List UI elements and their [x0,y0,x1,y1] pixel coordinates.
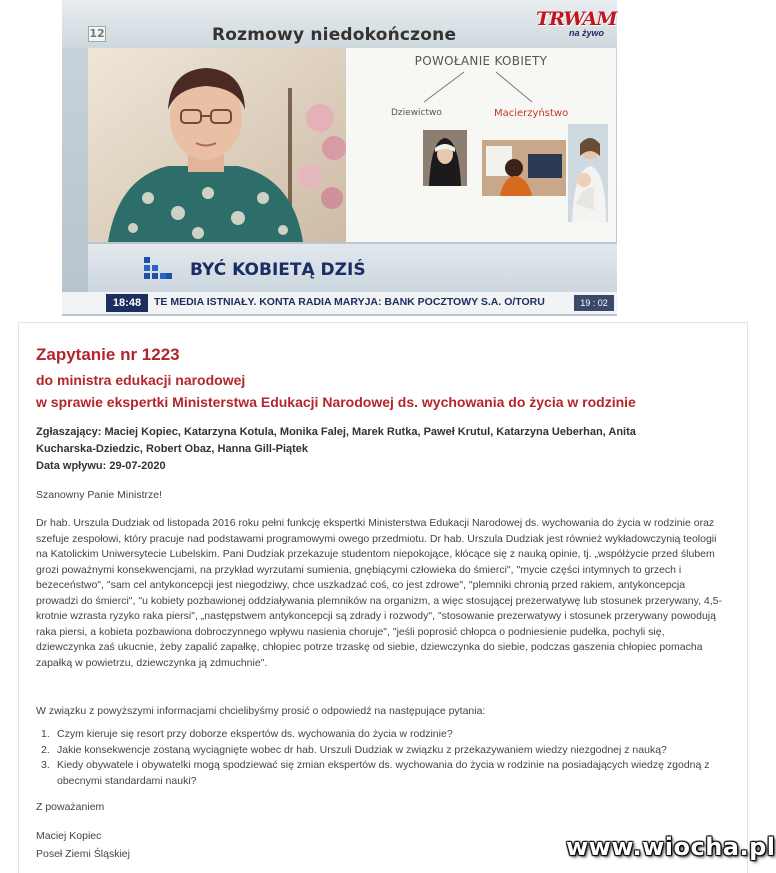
question-number: 1. [41,728,50,740]
closing: Z poważaniem [36,801,105,813]
watermark: www.wiocha.pl [566,833,776,861]
greeting: Szanowny Panie Ministrze! [36,489,163,501]
tv-screenshot [62,0,617,316]
show-title: Rozmowy niedokończone [212,25,457,45]
parliamentary-inquiry [18,322,748,873]
list-item [36,758,741,789]
nun-photo [423,130,467,186]
question-number: 2. [41,743,50,756]
signature-name: Maciej Kopiec [36,830,102,842]
logo-sub-text: na żywo [568,28,604,38]
news-ticker [62,292,617,314]
mother-baby-photo [568,124,608,222]
main-paragraph: Dr hab. Urszula Dudziak od listopada 2016 roku pełni funkcję ekspertki Ministerstwa Edukacji Narodowej ds. wychowania do życia w rodzinie oraz szefuje zespołowi, który pracuje nad podstawami programowymi owego przedmiotu. Dr hab. Urszula Dudziak jest również wykładowczynią teologii na Katolickim Uniwersytecie Lubelskim. Pani Dudziak przekazuje studentom niepokojące, kłócące się z nauką opinie, tj. „współżycie przed ślubem grozi poważnymi konsekwencjami, na przykład wyrzutami sumienia, gnębiącymi człowieka do śmierci", "mycie części intymnych to grzech i bezeceństwo", "sam cel antykoncepcji jest niegodziwy, chce uszkadzać coś, co jest zdrowe", "plemniki chronią przed rakiem, antykoncepcja prowadzi do śmierci", "u kobiety pozbawionej oddziaływania plemników na organizm, a więc stosującej prezerwatywę lub stosunek przerywany, 4,5-krotnie wzrasta ryzyko raka piersi", „następstwem antykoncepcji są zdrady i rozwody", "stosowanie prezerwatywy i stosunek przerywany powodują raka piersi, a kobieta pozbawiona dobroczynnego wpływu nasienia choruje", "jeśli poprosić chłopca o podniesienie pudełka, pochyli się, dziewczynka zaś ukucnie, żeby zapalić zapałkę, chłopiec potrze trzaskę od siebie, dziewczynka do siebie, podczas gaszenia chłopiec pomacha zapałką w powietrzu, dziewczynka ją zdmuchnie". [36,517,723,669]
inquiry-addressee: do ministra edukacji narodowej [36,372,246,388]
receipt-date: Data wpływu: 29-07-2020 [36,460,166,472]
questions-intro: W związku z powyższymi informacjami chcielibyśmy prosić o odpowiedź na następujące pytania: [36,705,486,717]
inquiry-subject: w sprawie ekspertki Ministerstwa Edukacji Narodowej ds. wychowania do życia w rodzinie [36,394,636,410]
presentation-slide [346,48,616,242]
inquiry-meta [36,424,696,475]
list-item [36,727,741,743]
banner-text: BYĆ KOBIETĄ DZIŚ [190,260,366,280]
logo-main-text: TRWAM [536,8,617,30]
channel-number: 12 [89,27,105,40]
question-number: 3. [41,759,50,771]
signature-role: Poseł Ziemi Śląskiej [36,848,130,860]
ticker-time: 18:48 [106,294,148,312]
slide-label-left: Dziewictwo [391,108,442,118]
slide-label-right: Macierzyństwo [494,108,569,119]
submitters-line-2: Kucharska-Dziedzic, Robert Obaz, Hanna Gill-Piątek [36,443,309,455]
banner-logo-icon [144,257,172,279]
ticker-text: TE MEDIA ISTNIAŁY. KONTA RADIA MARYJA: BANK POCZTOWY S.A. O/TORU [154,296,545,308]
inquiry-title: Zapytanie nr 1223 [36,345,180,364]
presenter-image [88,48,346,242]
child-computer-photo [482,140,566,196]
question-text: Jakie konsekwencje zostaną wyciągnięte wobec dr hab. Urszuli Dudziak w związku z przekazywaniem wiedzy niezgodnej z nauką? [57,743,667,756]
ticker-clock: 19 : 02 [574,295,614,311]
slide-title: POWOŁANIE KOBIETY [414,54,548,68]
lower-banner [88,244,617,292]
tv-top-bar [62,0,617,48]
question-text: Czym kieruje się resort przy doborze ekspertów ds. wychowania do życia w rodzinie? [57,728,453,740]
questions-list [36,727,741,789]
question-text: Kiedy obywatele i obywatelki mogą spodziewać się zmian ekspertów ds. wychowania do życia w rodzinie na posiadających wiedzę zgodną z obecnymi standardami nauki? [57,759,710,787]
video-feed [88,48,346,242]
channel-logo [536,8,617,44]
list-item [36,743,741,759]
submitters-line-1: Zgłaszający: Maciej Kopiec, Katarzyna Kotula, Monika Falej, Marek Rutka, Paweł Krutul, Katarzyna Ueberhan, Anita [36,426,636,438]
